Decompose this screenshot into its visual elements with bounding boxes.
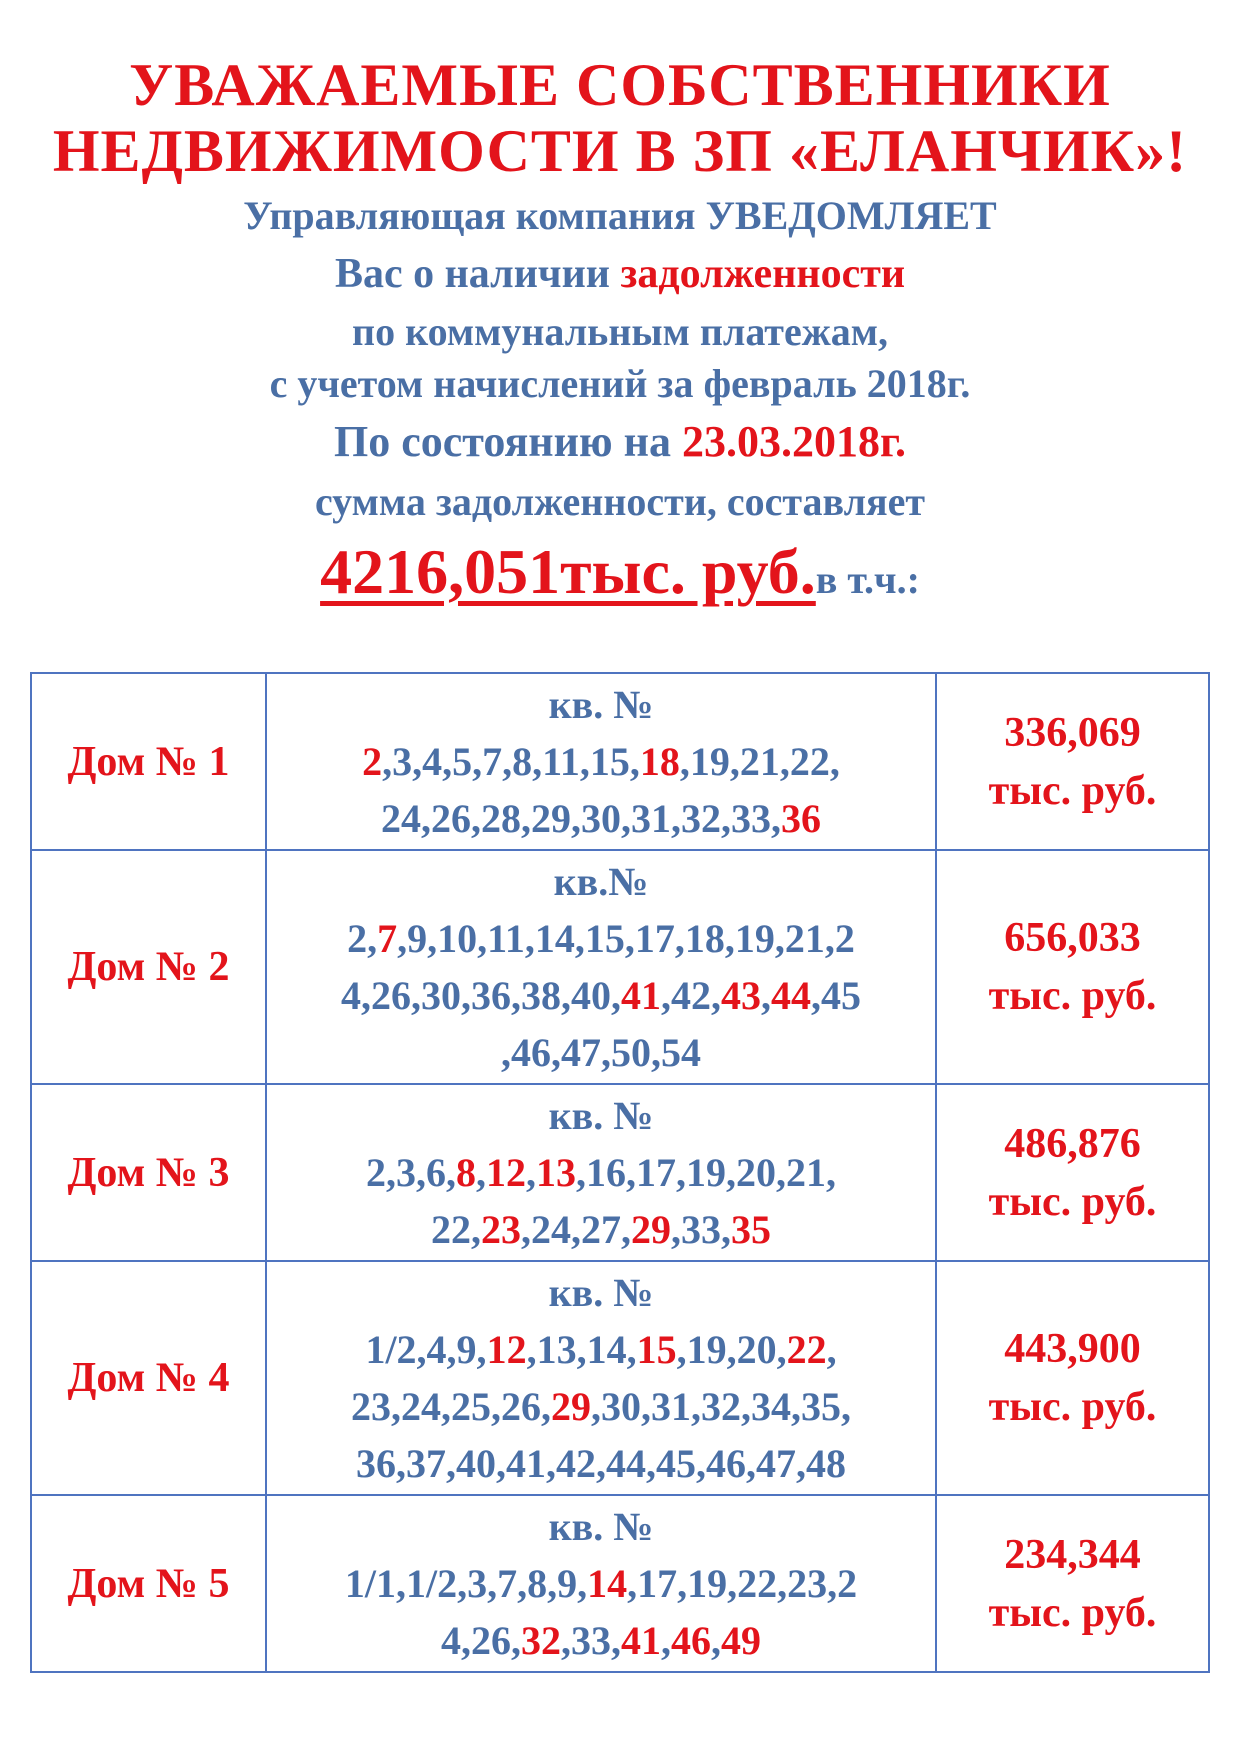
notice-line-5-prefix: По состоянию на [334,417,671,466]
debt-highlight: задолженности [620,251,906,297]
total-debt [0,536,1240,625]
flat-number-highlighted: 36 [781,796,821,841]
flat-list [266,850,936,1084]
flats-label: кв. № [548,1270,654,1315]
flat-number-highlighted: 44 [771,973,811,1018]
flat-numbers: 2,3,6, [366,1150,456,1195]
flat-number-highlighted: 29 [631,1207,671,1252]
flat-number-highlighted: 49 [721,1618,761,1663]
flat-numbers: 24,26,28,29,30,31,32,33, [381,796,781,841]
notice-line-4: с учетом начислений за февраль 2018г. [269,361,971,406]
debt-unit: тыс. руб. [988,973,1157,1019]
flat-number-highlighted: 2 [362,739,383,784]
flats-line [271,1201,931,1258]
flat-number-highlighted: 18 [639,739,680,784]
flat-numbers: 22, [431,1207,481,1252]
debt-amount: 443,900 [1004,1326,1141,1372]
flat-numbers: ,13,14, [526,1327,637,1372]
flat-numbers: 2, [347,916,378,961]
flat-numbers: ,42, [661,973,721,1018]
house-name: Дом № 2 [31,850,266,1084]
notice-line-5 [0,418,1240,466]
house-row [31,1084,1209,1261]
flats-label: кв.№ [553,859,649,904]
flat-list [266,1084,936,1261]
flat-numbers: ,30,31,32,34,35, [591,1384,851,1429]
flat-numbers: , [476,1150,486,1195]
flats-line [271,910,931,967]
flat-number-highlighted: 35 [731,1207,771,1252]
flat-numbers: , [761,973,771,1018]
flat-number-highlighted: 41 [621,973,661,1018]
house-row [31,850,1209,1084]
flat-numbers: ,3,4,5,7,8,11,15, [382,739,640,784]
debt-amount: 656,033 [1004,915,1141,961]
flat-number-highlighted: 41 [621,1618,661,1663]
flat-numbers: 1/1,1/2,3,7,8,9, [344,1561,588,1606]
house-name: Дом № 3 [31,1084,266,1261]
flat-numbers: 1/2,4,9, [365,1327,487,1372]
flat-numbers: 23,24,25,26, [351,1384,551,1429]
flat-numbers: ,16,17,19,20,21, [576,1150,836,1195]
house-row [31,1495,1209,1672]
flat-numbers: ,45 [811,973,861,1018]
notice-line-1: Управляющая компания УВЕДОМЛЯЕТ [243,193,997,238]
debt-unit: тыс. руб. [988,1384,1157,1430]
flats-line [271,1321,931,1378]
flat-numbers: ,24,27, [521,1207,631,1252]
house-debt [936,1261,1209,1495]
flats-line [271,967,931,1024]
flats-line [271,733,931,790]
flat-number-highlighted: 32 [521,1618,561,1663]
house-name: Дом № 4 [31,1261,266,1495]
debt-amount: 336,069 [1004,709,1141,756]
flats-line [271,1555,931,1612]
flats-line [271,1378,931,1435]
house-name: Дом № 1 [31,673,266,850]
flat-numbers: , [526,1150,536,1195]
flat-number-highlighted: 8 [456,1150,476,1195]
flats-label: кв. № [548,682,654,727]
flat-numbers: , [826,1327,837,1372]
flats-line [271,790,931,847]
flat-list [266,1495,936,1672]
house-row [31,1261,1209,1495]
flats-line [271,1612,931,1669]
flat-number-highlighted: 13 [536,1150,576,1195]
flats-label: кв. № [548,1093,654,1138]
notice-line-2 [0,250,1240,298]
flat-numbers: ,17,19,22,23,2 [627,1561,858,1606]
flats-line [271,1144,931,1201]
total-suffix: в т.ч.: [815,557,920,602]
notice-line-3: по коммунальным платежам, [352,309,888,354]
flat-numbers: 4,26,30,36,38,40, [341,973,621,1018]
flat-number-highlighted: 43 [721,973,761,1018]
flat-numbers: ,9,10,11,14,15,17,18,19,21,2 [397,916,855,961]
flat-numbers: , [711,1618,721,1663]
status-date: 23.03.2018г. [681,417,906,466]
house-row [31,673,1209,850]
flat-number-highlighted: 22 [786,1327,827,1372]
flat-number-highlighted: 46 [671,1618,711,1663]
flat-numbers: ,46,47,50,54 [501,1030,701,1075]
debt-unit: тыс. руб. [988,1178,1157,1225]
house-name: Дом № 5 [31,1495,266,1672]
debt-table [30,672,1210,1673]
flat-number-highlighted: 29 [551,1384,591,1429]
flat-number-highlighted: 15 [636,1327,677,1372]
house-debt [936,673,1209,850]
flats-line [271,1435,931,1492]
debt-amount: 486,876 [1004,1120,1141,1167]
flat-numbers: , [661,1618,671,1663]
debt-unit: тыс. руб. [988,1589,1157,1636]
flat-numbers: ,33, [671,1207,731,1252]
house-debt [936,1084,1209,1261]
notice-line-2-prefix: Вас о наличии [334,251,611,297]
flat-number-highlighted: 12 [486,1150,526,1195]
house-debt [936,850,1209,1084]
flat-numbers: ,19,21,22, [679,739,840,784]
flat-numbers: 36,37,40,41,42,44,45,46,47,48 [356,1441,846,1486]
house-debt [936,1495,1209,1672]
debt-amount: 234,344 [1004,1531,1141,1578]
flat-list [266,673,936,850]
heading-line-1: УВАЖАЕМЫЕ СОБСТВЕННИКИ [129,52,1111,118]
flat-number-highlighted: 12 [486,1327,527,1372]
heading-line-2: НЕДВИЖИМОСТИ В ЗП «ЕЛАНЧИК»! [52,118,1188,184]
flat-list [266,1261,936,1495]
flat-numbers: 4,26, [441,1618,521,1663]
debt-unit: тыс. руб. [988,767,1157,814]
flat-number-highlighted: 23 [481,1207,521,1252]
flat-number-highlighted: 14 [587,1561,628,1606]
flat-numbers: ,33, [561,1618,621,1663]
notice-line-6: сумма задолженности, составляет [314,479,926,524]
flats-label: кв. № [548,1504,654,1549]
total-amount: 4216,051тыс. руб. [320,536,816,607]
flat-numbers: ,19,20, [676,1327,787,1372]
flat-number-highlighted: 7 [377,916,398,961]
flats-line [271,1024,931,1081]
